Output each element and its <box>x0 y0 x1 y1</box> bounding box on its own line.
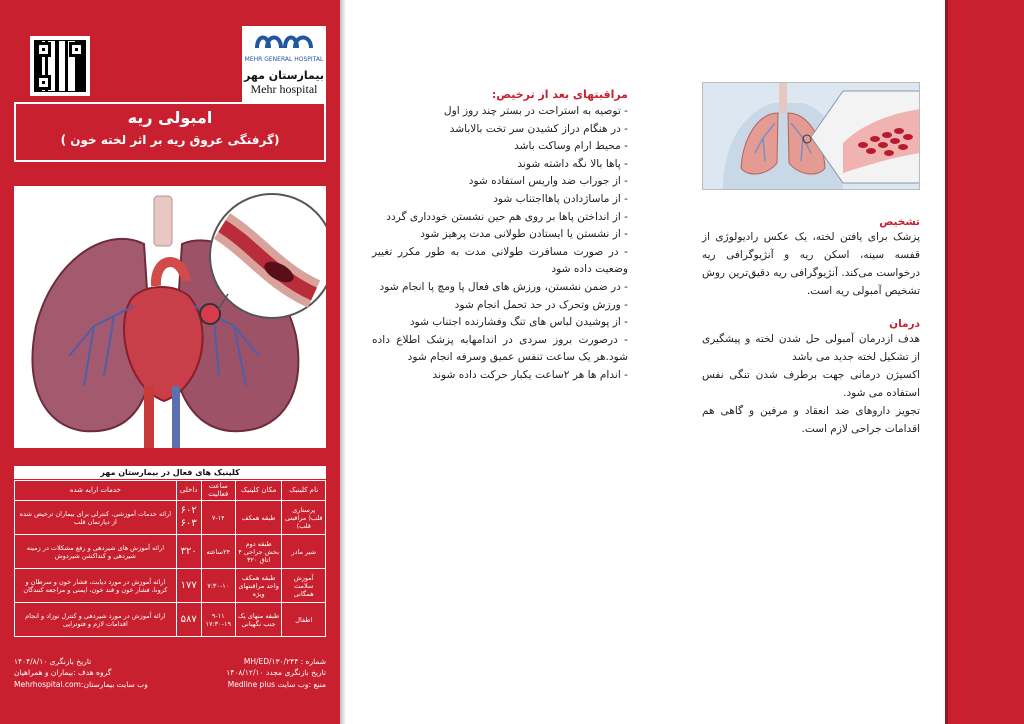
diagnosis-heading: تشخیص <box>879 216 920 228</box>
col-header-location: مکان کلینیک <box>235 481 282 501</box>
document-footer <box>14 656 326 690</box>
document-code: شماره : MH/ED/۱۳۰/۲۴۴ <box>243 657 326 666</box>
diagnosis-text: پزشک برای یافتن لخته، یک عکس رادیولوژی از قفسه سینه، اسکن ریه و آنژیوگرافی ریه درخواست می‌کند. آنژیوگرافی ریه دقیق‌ترین روش تشخیص آمبولی ریه است. <box>702 231 920 297</box>
cover-title-box <box>14 102 326 162</box>
col-header-hours: ساعت فعالیت <box>201 481 235 501</box>
clinic-table-section <box>14 466 326 637</box>
next-review-date: تاریخ بازنگری مجدد ۱۴۰۸/۱۲/۱۰ <box>226 668 326 678</box>
qr-code[interactable] <box>30 36 90 96</box>
col-header-service: خدمات ارایه شده <box>15 481 177 501</box>
clinic-extension: ۵۸۷ <box>176 603 201 637</box>
care-heading: مراقبتهای بعد از ترخیص: <box>491 88 628 101</box>
clinic-hours: ۷-۱۴ <box>201 501 235 535</box>
treatment-block <box>702 318 920 438</box>
list-item: - از انداختن پاها بر روی هم حین نشستن خودداری گردد <box>386 210 628 223</box>
table-row <box>15 603 326 637</box>
clinic-table <box>14 480 326 637</box>
discharge-care-section <box>372 88 628 385</box>
diagnosis-treatment-section <box>702 82 920 438</box>
list-item: - از جوراب ضد واریس استفاده شود <box>468 175 628 188</box>
lung-illustration <box>14 186 326 448</box>
source-reference: منبع :وب سایت Medline plus <box>227 679 326 689</box>
clinic-location: طبقه همکف <box>235 501 282 535</box>
diagnosis-block <box>702 216 920 300</box>
clinic-hours: ۷:۳۰-۱۰ <box>201 569 235 603</box>
table-row <box>15 535 326 569</box>
list-item: - درصورت بروز سردی در اندامهابه پزشک اطلاع داده شود.هر یک ساعت تنفس عمیق وسرفه انجام شود <box>372 333 628 364</box>
clinic-name: پرستاری قلب( مراقبتی قلب) <box>282 501 326 535</box>
cover-subtitle: (گرفتگی عروق ریه بر اثر لخته خون ) <box>60 133 280 147</box>
back-panel-stripe <box>936 0 948 724</box>
list-item: - توصیه به استراحت در بستر چند روز اول <box>443 105 628 117</box>
clinic-extension: ۱۷۷ <box>176 569 201 603</box>
table-row <box>15 569 326 603</box>
logo-caption: MEHR GENERAL HOSPITAL <box>244 56 324 63</box>
hospital-website[interactable]: وب سایت بیمارستان:Mehrhospital.com <box>14 679 148 689</box>
cover-panel <box>0 0 340 724</box>
hospital-logo-mark <box>253 30 315 52</box>
clinic-name: شیر مادر <box>282 535 326 569</box>
list-item: - در هنگام دراز کشیدن سر تخت بالاباشد <box>449 122 628 135</box>
clinic-name: اطفال <box>282 603 326 637</box>
fold-divider <box>340 0 346 724</box>
clinic-service: ارائه آموزش در مورد دیابت، فشار خون و سرطان و کرونا، فشار خون و قند خون، ایمنی و مراجعه کنندگان <box>15 569 177 603</box>
qr-pattern <box>34 40 86 92</box>
clinic-location: طبقه همکف واحد مراقبتهای ویژه <box>235 569 282 603</box>
list-item: - در صورت مسافرت طولانی مدت به طور مکرر تغییر وضعیت داده شود <box>372 245 628 276</box>
treatment-line: اکسیژن درمانی جهت برطرف شدن تنگی نفس استفاده می شود. <box>702 369 920 399</box>
list-item: - از ماساژدادن پاهااجتناب شود <box>493 192 628 205</box>
clinic-table-title: کلینیک های فعال در بیمارستان مهر <box>14 466 326 480</box>
clinic-hours: ۹-۱۱ ۱۷:۳۰-۱۹ <box>201 603 235 637</box>
list-item: - در ضمن نشستن، ورزش های فعال پا ومچ پا انجام شود <box>379 280 628 293</box>
list-item: - پاها بالا نگه داشته شوند <box>517 157 628 170</box>
treatment-line: تجویز داروهای ضد انعقاد و مرفین و گاهی هم اقدامات جراحی لازم است. <box>702 405 920 435</box>
list-item: - از پوشیدن لباس های تنگ وفشارنده اجتناب شود <box>409 316 628 329</box>
hospital-name-fa: بیمارستان مهر <box>243 69 325 82</box>
review-date: تاریخ بازنگری ۱۴۰۴/۸/۱۰ <box>14 657 92 666</box>
clinic-service: ارائه آموزش های شیردهی و رفع مشکلات در زمینه شیردهی و کنداکشن شیردوش <box>15 535 177 569</box>
list-item: - اندام ها هر ۲ساعت یکبار حرکت داده شوند <box>432 368 628 381</box>
clinic-name: آموزش سلامت همگانی <box>282 569 326 603</box>
hospital-logo <box>242 26 326 102</box>
clinic-location: طبقه منهای یک جنب نگهبانی <box>235 603 282 637</box>
list-item: - از نشستن یا ایستادن طولانی مدت پرهیز شود <box>420 228 628 241</box>
clinic-extension: ۶۰۲ ۶۰۳ <box>176 501 201 535</box>
clinic-service: ارائه آموزش در مورد شیردهی و کنترل نوزاد و انجام اقدامات لازم و فتوتراپی <box>15 603 177 637</box>
list-item: - ورزش وتحرک در حد تحمل انجام شود <box>454 298 628 311</box>
hospital-name-en: Mehr hospital <box>250 82 318 96</box>
clinic-hours: ۲۴ساعته <box>201 535 235 569</box>
care-list <box>372 103 628 385</box>
lung-embolism-icon <box>14 186 326 448</box>
clinic-extension: ۳۲۰ <box>176 535 201 569</box>
col-header-ext: داخلی <box>176 481 201 501</box>
table-row <box>15 501 326 535</box>
treatment-heading: درمان <box>889 318 920 330</box>
blood-clot-icon <box>703 83 920 190</box>
cover-title: امبولی ریه <box>127 108 213 127</box>
treatment-line: هدف ازدرمان آمبولی حل شدن لخته و پیشگیری از تشکیل لخته جدید می باشد <box>702 333 920 363</box>
col-header-name: نام کلینیک <box>282 481 326 501</box>
clinic-location: طبقه دوم بخش جراحی ۴ اتاق ۳۲۰ <box>235 535 282 569</box>
list-item: - محیط ارام وساکت باشد <box>514 140 628 153</box>
back-panel-edge <box>936 0 1024 724</box>
target-group: گروه هدف :بیماران و همراهیان <box>14 668 112 678</box>
lung-clot-illustration <box>702 82 920 190</box>
clinic-service: ارائه خدمات آموزشی، کنترلی برای بیماران ترخیص شده از دپارتمان قلب <box>15 501 177 535</box>
table-header-row <box>15 481 326 501</box>
